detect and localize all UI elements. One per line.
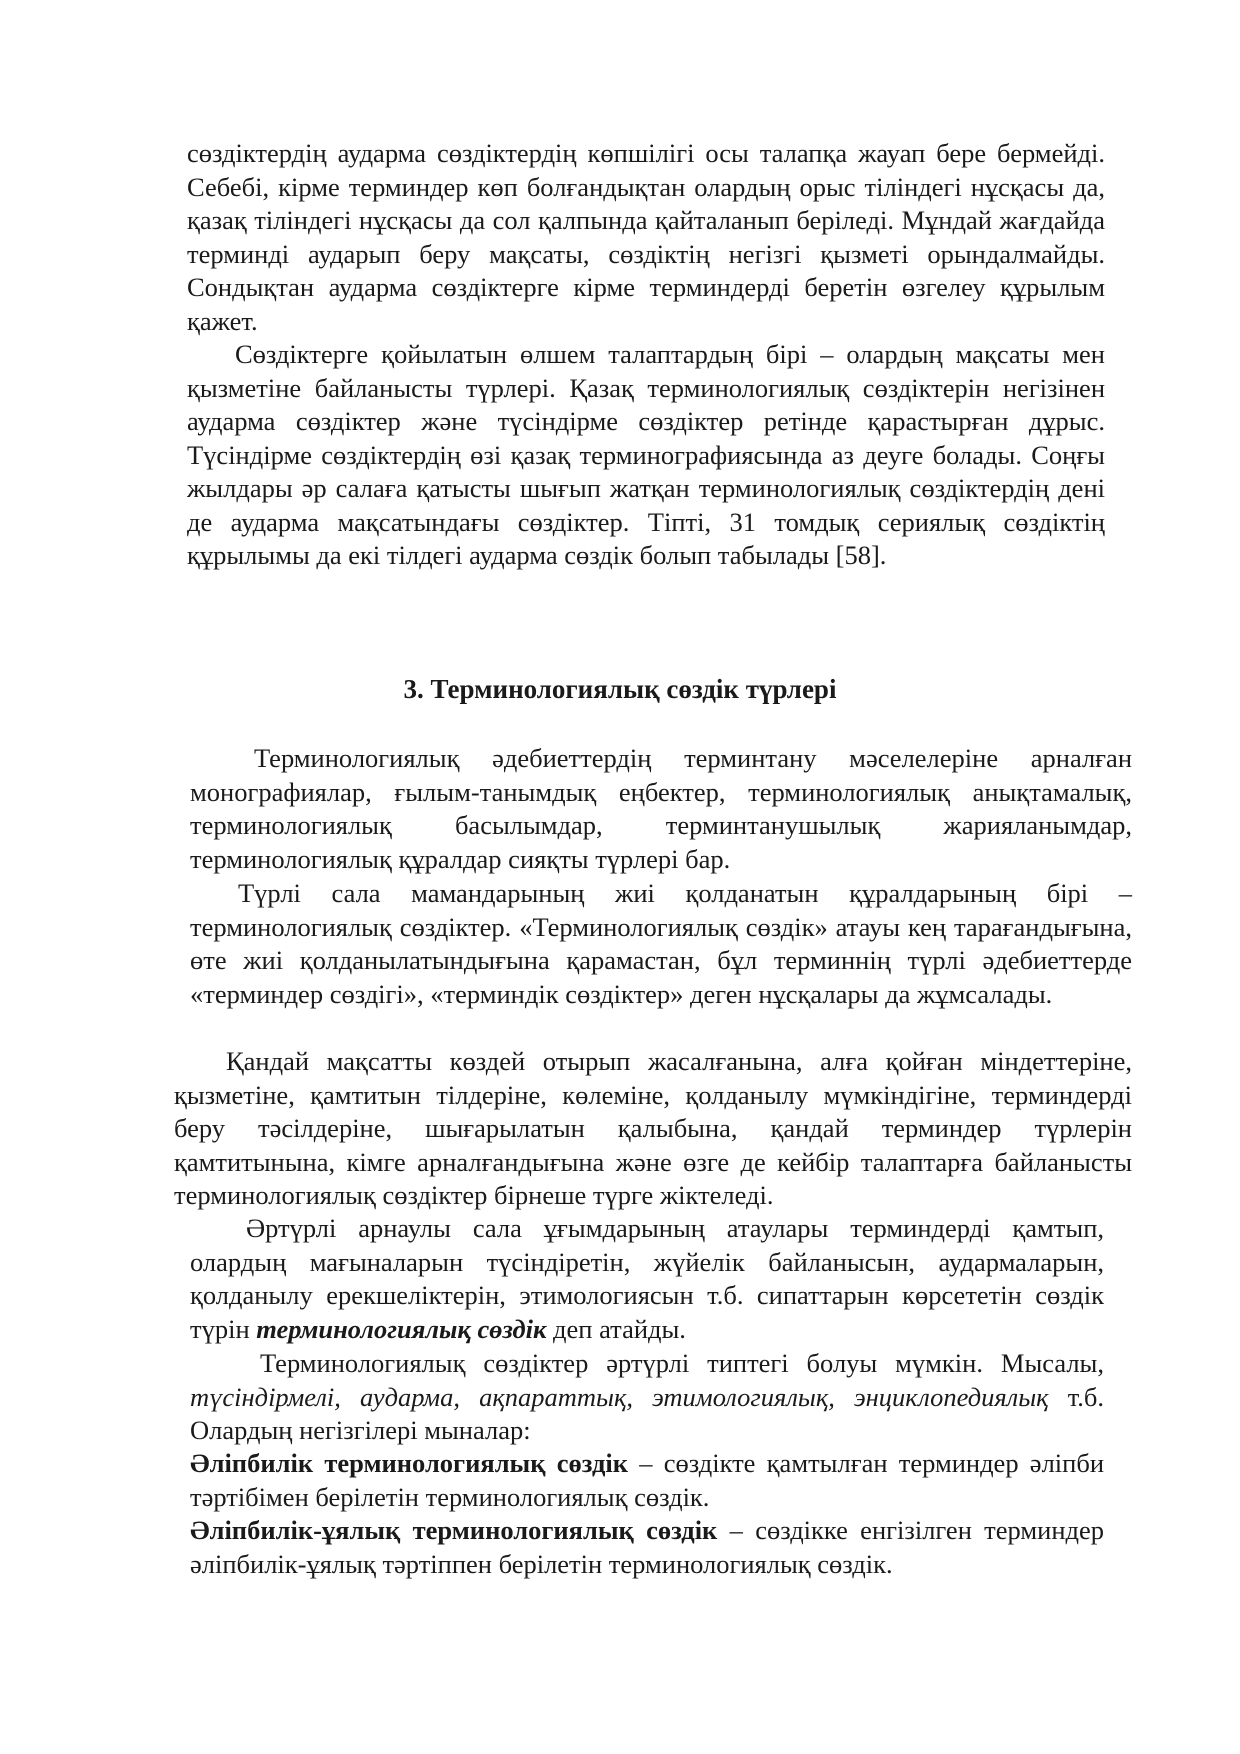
section-heading (0, 672, 1240, 706)
paragraph-2: Сөздіктерге қойылатын өлшем талаптардың бірі – олардың мақсаты мен қызметіне байланысты түрлері. Қазақ терминологиялық сөздіктерін негізінен аударма сөздіктер және түсіндірме сөздіктер ретінде қарастырған дұрыс. Түсіндірме сөздіктердің өзі қазақ терминографиясында аз деуге болады. Соңғы жылдары әр салаға қатысты шығып жатқан терминологиялық сөздіктердің дені де аударма мақсатындағы сөздіктер. Тіпті, 31 томдық сериялық сөздіктің құрылымы да екі тілдегі аударма сөздік болып табылады [58]. (187, 339, 1105, 570)
paragraph-1: сөздіктердің аударма сөздіктердің көпшілігі осы талапқа жауап бере бермейді. Себебі, кірме терминдер көп болғандықтан олардың орыс тіліндегі нұсқасы да, қазақ тіліндегі нұсқасы да сол қалпында қайталанып беріледі. Мұндай жағдайда терминді аударып беру мақсаты, сөздіктің негізгі қызметі орындалмайды. Сондықтан аударма сөздіктерге кірме терминдерді беретін өзгелеу құрылым қажет. (187, 138, 1105, 336)
definition-alphabetical-text: – сөздікте қамтылған терминдер әліпби тәртібімен берілетін терминологиялық сөздік. (190, 1448, 1105, 1512)
definition-alphabetical-nested (190, 1514, 1104, 1581)
paragraph-7-intro: Терминологиялық сөздіктер әртүрлі типтегі болуы мүмкін. Мысалы, (260, 1348, 1104, 1378)
section-number: 3. (403, 674, 424, 704)
paragraph-6 (190, 1212, 1104, 1346)
paragraph-3: Терминологиялық әдебиеттердің терминтану мәселелеріне арналған монографиялар, ғылым-танымдық еңбектер, терминологиялық анықтамалық, терминологиялық басылымдар, терминтанушылық жарияланымдар, терминологиялық құралдар сияқты түрлері бар. (190, 743, 1132, 874)
paragraph-7 (190, 1347, 1104, 1448)
definition-alphabetical-term: Әліпбилік терминологиялық сөздік (190, 1448, 628, 1478)
definition-alphabetical-nested-term: Әліпбилік-ұялық терминологиялық сөздік (190, 1515, 718, 1545)
paragraph-6-end: деп атайды. (553, 1313, 686, 1344)
paragraph-7-outro: т.б. Олардың негізгілері мыналар: (190, 1381, 1105, 1445)
definition-alphabetical-nested-text: – сөздікке енгізілген терминдер әліпбилік-ұялық тәртіппен берілетін терминологиялық сөздік. (190, 1515, 1104, 1579)
dictionary-types: түсіндірмелі, аудармa, ақпараттық, этимологиялық, энциклопедиялық (190, 1381, 1049, 1412)
paragraph-4: Түрлі сала мамандарының жиі қолданатын құралдарының бірі – терминологиялық сөздіктер. «Терминологиялық сөздік» атауы кең тарағандығына, өте жиі қолданылатындығына қарамастан, бұл терминнің түрлі әдебиеттерде «терминдер сөздігі», «терминдік сөздіктер» деген нұсқалары да жұмсалады. (190, 878, 1132, 1009)
section-title: Терминологиялық сөздік түрлері (430, 674, 837, 704)
paragraph-6-text: Әртүрлі арнаулы сала ұғымдарының атаулары терминдерді қамтып, олардың мағыналарын түсіндіретін, жүйелік байланысын, аудармаларын, қолданылу ерекшеліктерін, этимологиясын т.б. сипаттарын көрсететін сөздік түрін (190, 1213, 1104, 1344)
definition-alphabetical (190, 1447, 1104, 1514)
paragraph-5: Қандай мақсатты көздей отырып жасалғанына, алға қойған міндеттеріне, қызметіне, қамтитын тілдеріне, көлеміне, қолданылу мүмкіндігіне, терминдерді беру тәсілдеріне, шығарылатын қалыбына, қандай терминдер түрлерін қамтитынына, кімге арналғандығына және өзге де кейбір талаптарға байланысты терминологиялық сөздіктер бірнеше түрге жіктеледі. (174, 1046, 1132, 1210)
term-definition: терминологиялық сөздік (256, 1313, 547, 1344)
